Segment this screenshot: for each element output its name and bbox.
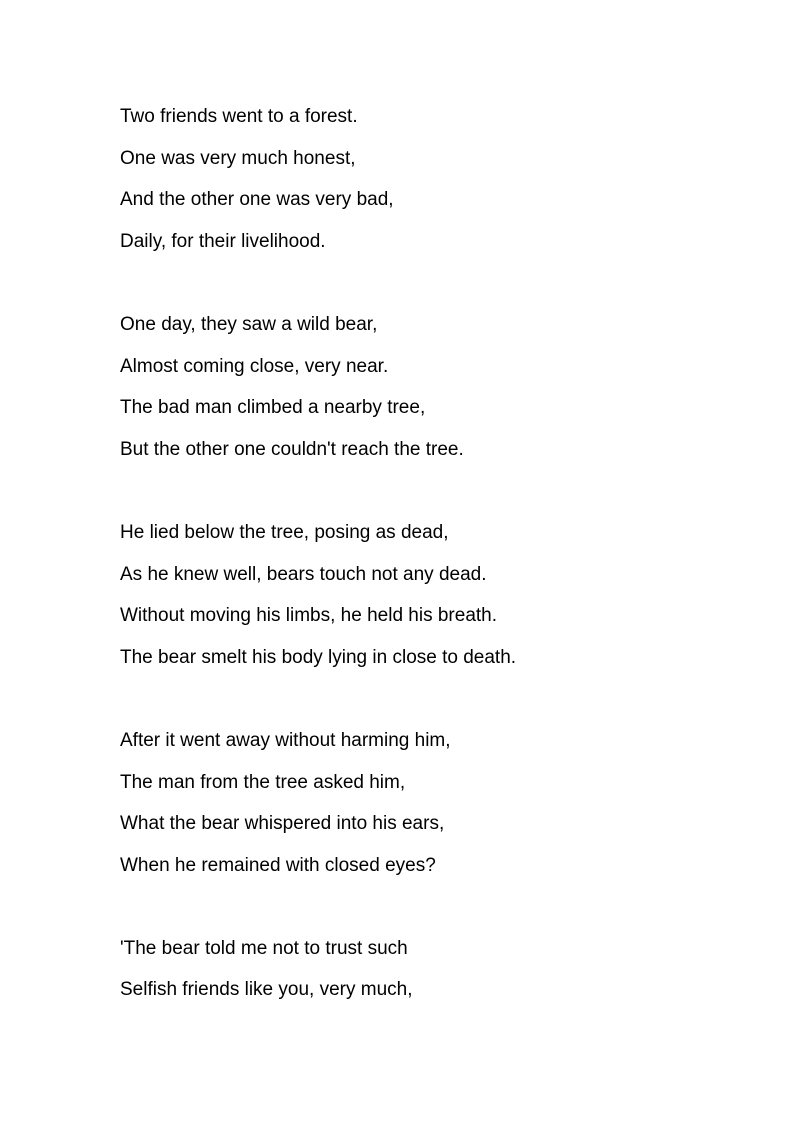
poem-line: After it went away without harming him, (120, 729, 451, 751)
poem-line: Two friends went to a forest. (120, 106, 358, 127)
stanza-gap (120, 685, 740, 727)
poem-line: When he remained with closed eyes? (120, 854, 436, 876)
poem-line: Almost coming close, very near. (120, 355, 389, 377)
poem-line: Selfish friends like you, very much, (120, 979, 413, 1001)
stanza (120, 727, 740, 893)
stanza (120, 103, 740, 269)
poem-body (120, 103, 740, 1018)
stanza-gap (120, 893, 740, 935)
poem-line: One was very much honest, (120, 147, 356, 169)
poem-line: The bad man climbed a nearby tree, (120, 397, 426, 419)
poem-line: As he knew well, bears touch not any dead. (120, 563, 487, 585)
stanza (120, 311, 740, 477)
stanza (120, 935, 740, 1018)
stanza-gap (120, 269, 740, 311)
poem-line: 'The bear told me not to trust such (120, 937, 408, 959)
poem-line: What the bear whispered into his ears, (120, 813, 445, 835)
stanza (120, 519, 740, 685)
poem-line: The bear smelt his body lying in close to death. (120, 646, 517, 668)
poem-line: Without moving his limbs, he held his breath. (120, 605, 498, 627)
poem-line: And the other one was very bad, (120, 189, 394, 211)
poem-line: One day, they saw a wild bear, (120, 313, 378, 335)
stanza-gap (120, 477, 740, 519)
poem-line: Daily, for their livelihood. (120, 230, 326, 252)
poem-line: He lied below the tree, posing as dead, (120, 521, 449, 543)
poem-line: The man from the tree asked him, (120, 771, 406, 793)
poem-line: But the other one couldn't reach the tree. (120, 438, 464, 460)
